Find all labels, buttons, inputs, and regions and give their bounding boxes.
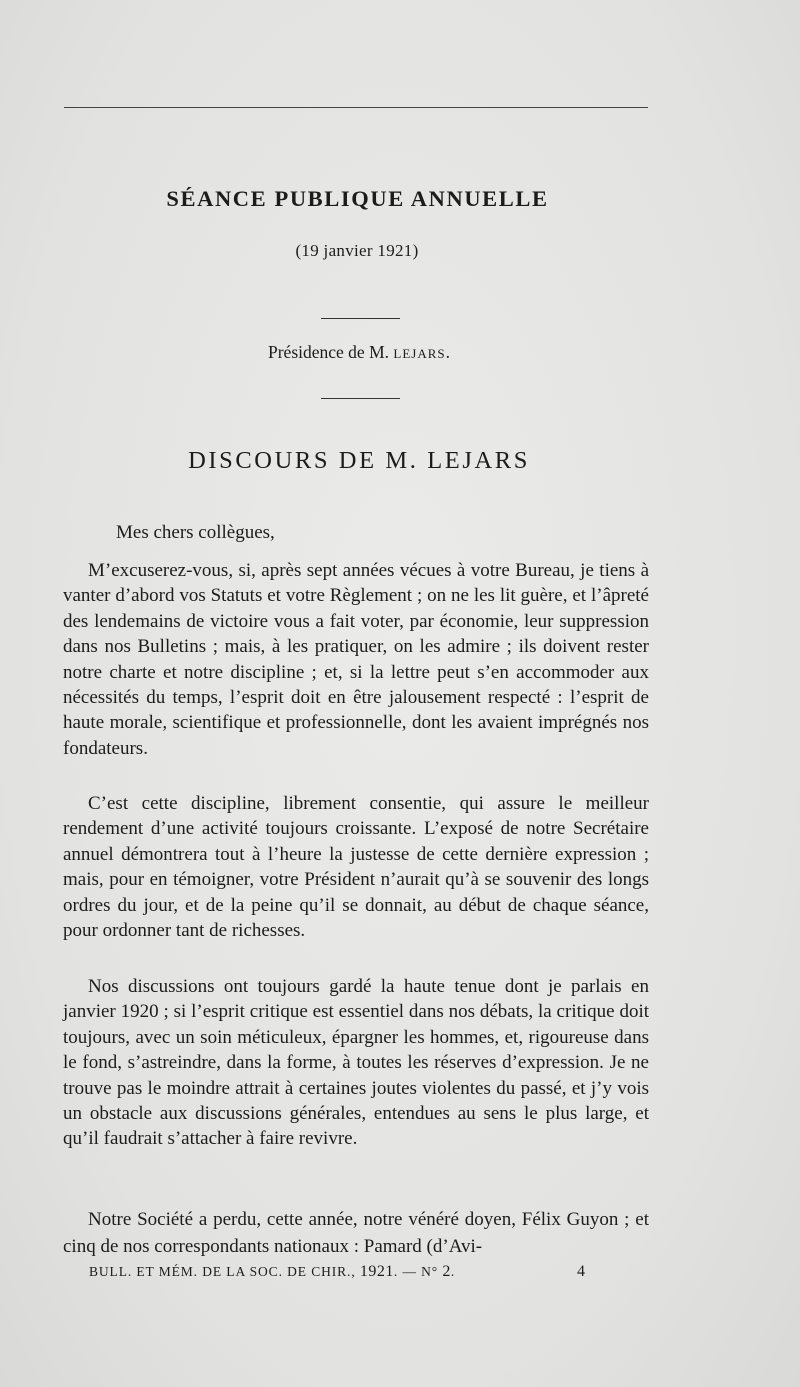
body-paragraph: Nos discussions ont toujours gardé la haute tenue dont je parlais en janvier 1920 ; si l’esprit critique est essentiel dans nos débats, la critique doit toujours, avec un soin méticuleux, épargner les hommes, et, rigoureuse dans le fond, s’astreindre, dans la forme, à toutes les réserves d’expression. Je ne trouve pas le moindre attrait à certaines joutes violentes du passé, et j’y vois un obstacle aux discussions générales, entendues au sens le plus large, et qu’il faudrait s’attacher à faire revivre. [63, 976, 649, 1150]
top-rule [64, 107, 648, 108]
issue-number: 2 [442, 1263, 451, 1280]
body-paragraph: C’est cette discipline, librement consentie, qui assure le meilleur rendement d’une activité toujours croissante. L’exposé de notre Secrétaire annuel démontrera tout à l’heure la justesse de cette dernière expression ; mais, pour en témoigner, votre Président n’aurait qu’à se souvenir des longs ordres du jour, et de la peine qu’il se donnait, au début de chaque séance, pour ordonner tant de richesses. [63, 793, 649, 942]
divider-rule [321, 318, 400, 319]
journal-name: BULL. ET MÉM. DE LA SOC. DE CHIR., [89, 1264, 360, 1279]
divider-rule [321, 398, 400, 399]
issue-end: . [450, 1264, 456, 1279]
president-name: LEJARS [393, 346, 446, 361]
salutation: Mes chers collègues, [116, 522, 275, 543]
presidence-line [0, 342, 718, 363]
body-paragraph: M’excuserez-vous, si, après sept années vécues à votre Bureau, je tiens à vanter d’abord vos Statuts et votre Règlement ; on ne les lit guère, et l’âpreté des lendemains de victoire vous a fait voter, par économie, leur suppression dans nos Bulletins ; mais, à les pratiquer, on les admire ; ils doivent rester notre charte et notre discipline ; et, si la lettre peut s’en accommoder aux nécessités du temps, l’esprit doit en être jalousement respecté : l’esprit de haute morale, scientifique et professionnelle, dont les avaient imprégnés nos fondateurs. [63, 560, 649, 759]
presidence-prefix: Présidence de M. [268, 342, 394, 362]
footer-separator: . — [393, 1264, 422, 1279]
body-paragraph: Notre Société a perdu, cette année, notre vénéré doyen, Félix Guyon ; et cinq de nos correspondants nationaux : Pamard (d’Avi- [63, 1209, 649, 1257]
journal-footer [89, 1263, 455, 1281]
presidence-suffix: . [445, 342, 450, 362]
journal-year: 1921 [359, 1263, 394, 1280]
session-date: (19 janvier 1921) [295, 241, 419, 260]
issue-label: N° [421, 1264, 443, 1279]
page-number: 4 [577, 1263, 585, 1280]
speech-title: DISCOURS DE M. LEJARS [188, 447, 530, 474]
session-title: SÉANCE PUBLIQUE ANNUELLE [166, 186, 549, 211]
